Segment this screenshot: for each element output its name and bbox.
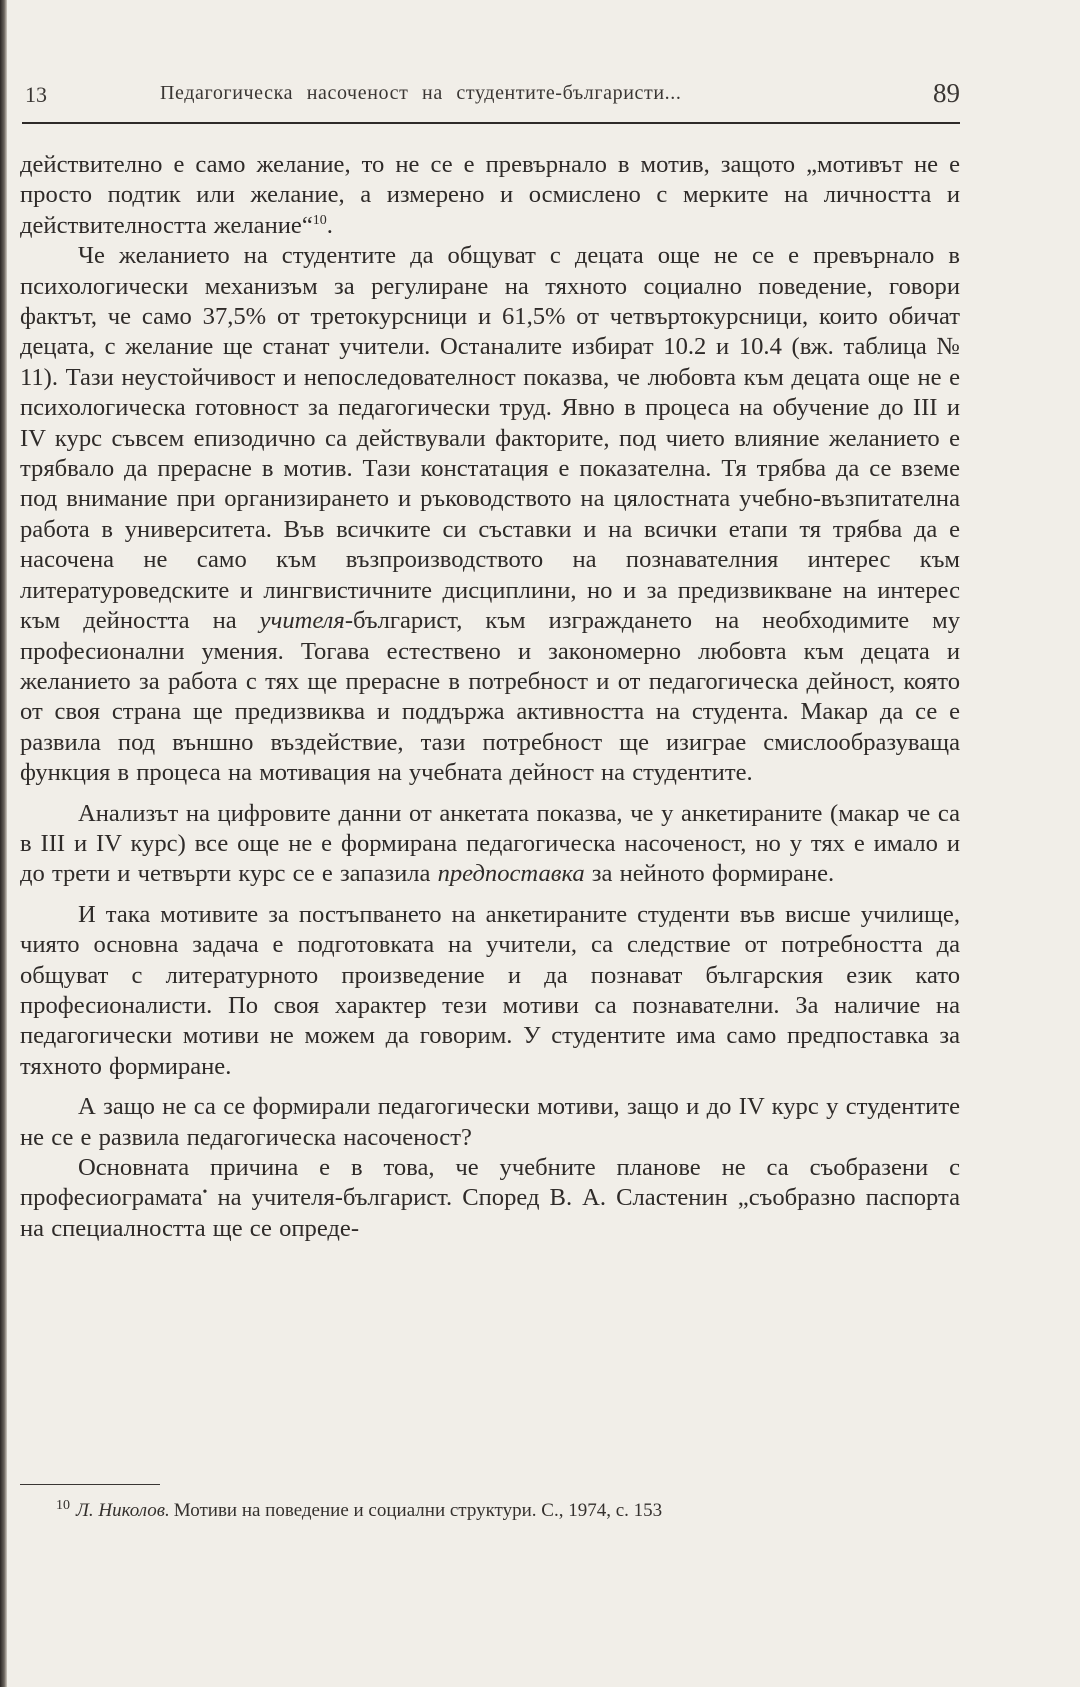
footnote bbox=[56, 1498, 961, 1524]
running-header bbox=[25, 76, 960, 116]
footnote-mark: 10 bbox=[56, 1497, 70, 1513]
body-text bbox=[20, 150, 960, 1244]
paragraph-text: А защо не са се формирали педагогически мотиви, защо и до IV курс у студентите не се е развила педагогическа насоченост? bbox=[20, 1093, 960, 1151]
footnote-reference: 10 bbox=[312, 212, 327, 228]
footnote-text: Мотиви на поведение и социални структури. С., 1974, с. 153 bbox=[173, 1500, 663, 1521]
paragraph-text: И така мотивите за постъпването на анкетираните студенти във висше училище, чиято основна задача е подготовката на учители, са следствие от потребността да общуват с литературното произведение и да познават българския език като професионалисти. По своя характер тези мотиви са познавателни. За наличие на педагогически мотиви не можем да говорим. У студентите има само предпоставка за тяхното формиране. bbox=[20, 900, 960, 1080]
emphasized-text: учителя bbox=[259, 607, 345, 635]
paragraph-text: -българист, към изграждането на необходимите му професионални умения. Тогава естествено и закономерно любовта към децата и желанието за работа с тях ще прерасне в потребност и от педагогическа дейност, която от своя страна ще предизвиква и поддържа активността на студента. Макар да се е развила под външно въздействие, тази потребност ще изиграе смислообразуваща функция в процеса на мотивация на учебната дейност на студентите. bbox=[20, 607, 960, 787]
paragraph-text: Основната причина е в това, че учебните планове не са съобразени с професиограмата bbox=[20, 1154, 960, 1212]
header-section-number: 13 bbox=[25, 82, 47, 107]
footnote-reference: • bbox=[202, 1185, 208, 1201]
paragraph-text: за нейното формиране. bbox=[584, 860, 835, 888]
emphasized-text: предпоставка bbox=[437, 860, 585, 888]
paragraph-text: действително е само желание, то не се е превърнало в мотив, защото „мотивът не е просто подтик или желание, а измерено и осмислено с мерките на личността и действителността желание“ bbox=[20, 151, 960, 239]
header-rule bbox=[22, 122, 960, 124]
paragraph bbox=[20, 1153, 960, 1244]
footnote-author: Л. Николов. bbox=[76, 1500, 170, 1521]
binding-edge bbox=[0, 0, 7, 1687]
page-number: 89 bbox=[933, 78, 960, 108]
paragraph bbox=[20, 900, 960, 1082]
paragraph bbox=[20, 150, 960, 241]
paragraph bbox=[20, 241, 960, 788]
running-title: Педагогическа насоченост на студентите-българисти... bbox=[160, 82, 682, 104]
footnote-rule bbox=[20, 1484, 160, 1485]
paragraph bbox=[20, 1092, 960, 1153]
paragraph-text: . bbox=[326, 211, 333, 239]
paragraph-text: на учителя-българист. Според В. А. Сластенин „съобразно паспорта на специалността ще се опреде- bbox=[20, 1184, 960, 1242]
paragraph-text: Анализът на цифровите данни от анкетата показва, че у анкетираните (макар че са в III и IV курс) все още не е формирана педагогическа насоченост, но у тях е имало и до трети и четвърти курс се е запазила bbox=[20, 799, 960, 888]
paragraph-text: Че желанието на студентите да общуват с децата още не се е превърнало в психологически механизъм за регулиране на тяхното социално поведение, говори фактът, че само 37,5% от третокурсници и 61,5% от четвъртокурсници, които обичат децата, с желание ще станат учители. Останалите избират 10.2 и 10.4 (вж. таблица № 11). Тази неустойчивост и непоследователност показва, че любовта към децата още не е психологическа готовност за педагогически труд. Явно в процеса на обучение до III и IV курс съвсем епизодично са действували факторите, под чието влияние желанието е трябвало да прерасне в мотив. Тази констатация е показателна. Тя трябва да се вземе под внимание при организирането и ръководството на цялостната учебно-възпитателна работа в университета. Във всичките си съставки и на всички етапи тя трябва да е насочена не само към възпроизводството на познавателния интерес към литературоведските и лингвистичните дисциплини, но и за предизвикване на интерес към дейността на bbox=[20, 242, 960, 635]
paragraph bbox=[20, 799, 960, 890]
